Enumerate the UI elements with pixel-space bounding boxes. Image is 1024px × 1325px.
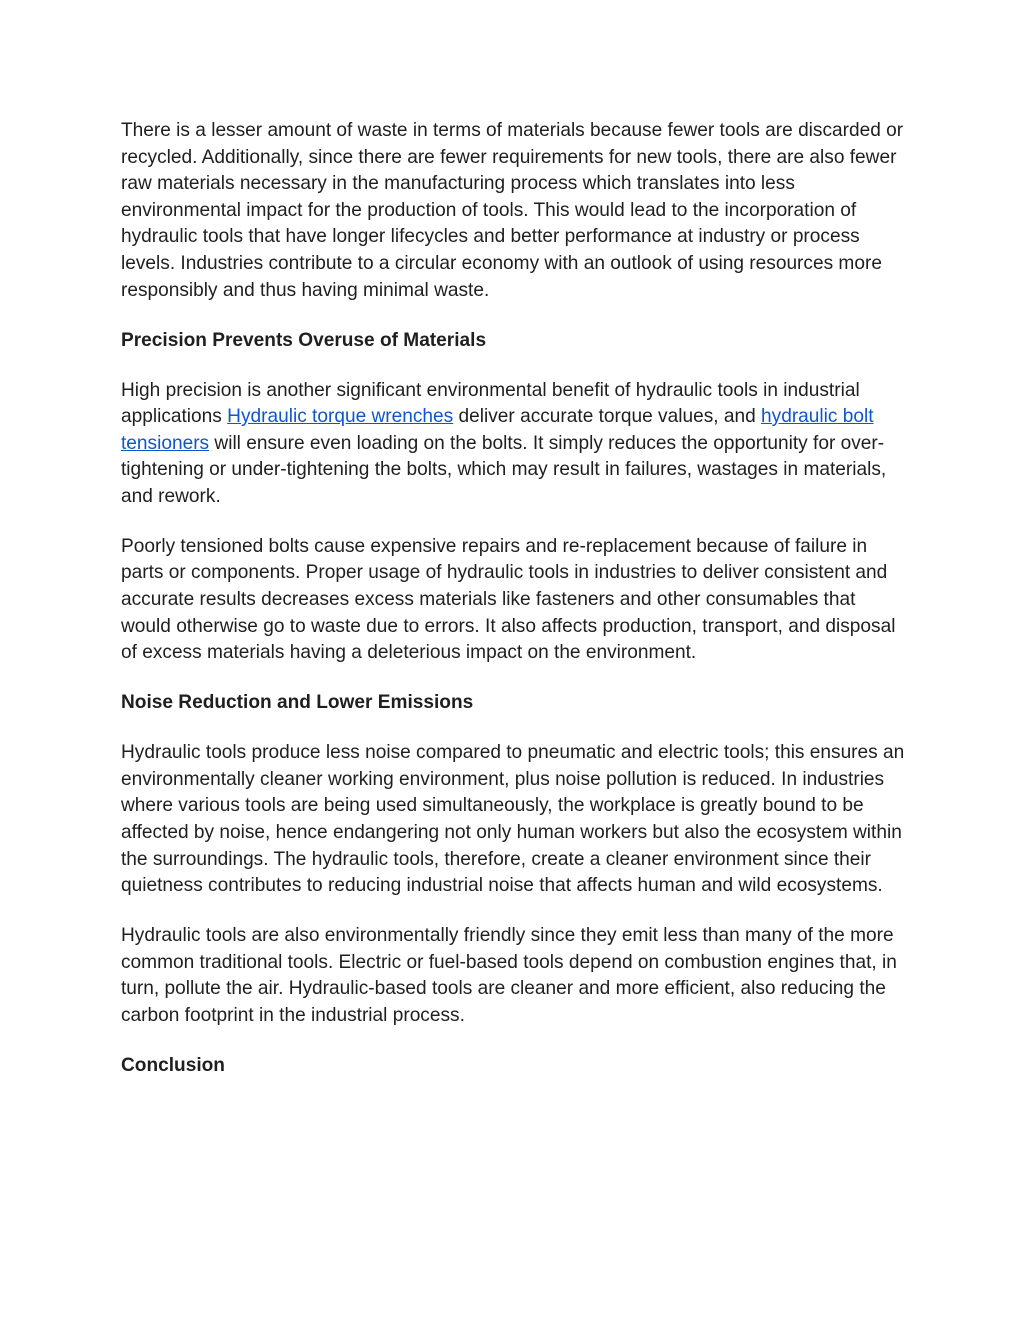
- paragraph-precision-text-middle: deliver accurate torque values, and: [453, 406, 762, 428]
- document-page: [121, 118, 906, 1103]
- paragraph-precision-text-before: High precision is another significant environmental benefit of hydraulic tools in industrial applications: [121, 379, 860, 428]
- paragraph-emissions: Hydraulic tools are also environmentally friendly since they emit less than many of the more common traditional tools. Electric or fuel-based tools depend on combustion engines that, in turn, pollute the air. Hydraulic-based tools are cleaner and more efficient, also reducing the carbon footprint in the industrial process.: [121, 925, 897, 1026]
- heading-precision: Precision Prevents Overuse of Materials: [121, 329, 487, 351]
- paragraph-tensioned-bolts: Poorly tensioned bolts cause expensive repairs and re-replacement because of failure in parts or components. Proper usage of hydraulic tools in industries to deliver consistent and accurate results decreases excess materials like fasteners and other consumables that would otherwise go to waste due to errors. It also affects production, transport, and disposal of excess materials having a deleterious impact on the environment.: [121, 535, 896, 664]
- heading-conclusion: Conclusion: [121, 1054, 225, 1076]
- paragraph-noise: Hydraulic tools produce less noise compared to pneumatic and electric tools; this ensures an environmentally cleaner working environment, plus noise pollution is reduced. In industries where various tools are being used simultaneously, the workplace is greatly bound to be affected by noise, hence endangering not only human workers but also the ecosystem within the surroundings. The hydraulic tools, therefore, create a cleaner environment since their quietness contributes to reducing industrial noise that affects human and wild ecosystems.: [121, 742, 905, 897]
- paragraph-precision: [121, 378, 906, 511]
- hydraulic-bolt-tensioners-link[interactable]: hydraulic bolt tensioners: [121, 406, 874, 454]
- paragraph-precision-text-after: will ensure even loading on the bolts. It simply reduces the opportunity for over-tightening or under-tightening the bolts, which may result in failures, wastages in materials, and rework.: [121, 432, 887, 507]
- hydraulic-torque-wrenches-link[interactable]: Hydraulic torque wrenches: [227, 406, 454, 428]
- paragraph-waste-reduction: There is a lesser amount of waste in terms of materials because fewer tools are discarded or recycled. Additionally, since there are fewer requirements for new tools, there are also fewer raw materials necessary in the manufacturing process which translates into less environmental impact for the production of tools. This would lead to the incorporation of hydraulic tools that have longer lifecycles and better performance at industry or process levels. Industries contribute to a circular economy with an outlook of using resources more responsibly and thus having minimal waste.: [121, 120, 904, 301]
- heading-noise-reduction: Noise Reduction and Lower Emissions: [121, 692, 474, 714]
